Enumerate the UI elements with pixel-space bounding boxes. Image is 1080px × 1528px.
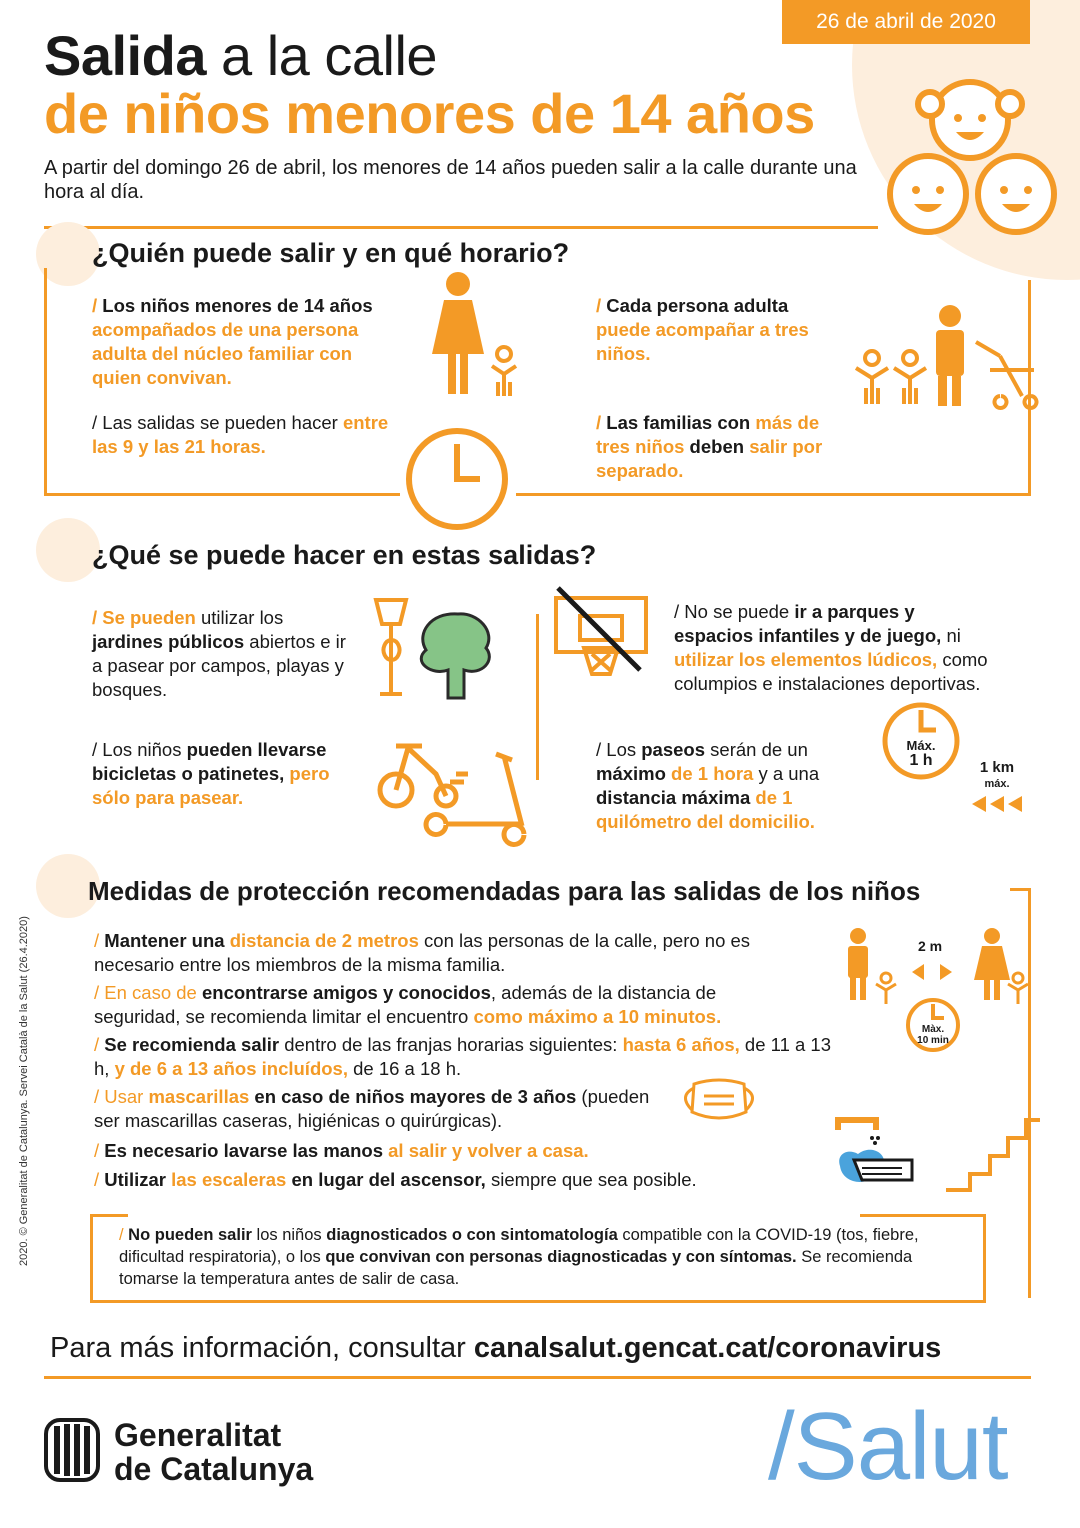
measure-stairs: / Utilizar las escaleras en lugar del ascensor, siempre que sea posible.	[94, 1169, 697, 1190]
frame-bottom-left	[44, 493, 400, 496]
measure-masks: / Usar mascarillas en caso de niños mayores de 3 años (pueden ser mascarillas caseras, higiénicas o quirúrgicas).	[94, 1086, 650, 1131]
info-link[interactable]: canalsalut.gencat.cat/coronavirus	[473, 1332, 942, 1364]
measure-hands: / Es necesario lavarse las manos al salir y volver a casa.	[94, 1140, 589, 1161]
no-basketball-icon	[550, 586, 654, 682]
page-title-line2: de niños menores de 14 años	[44, 82, 815, 145]
frame-left	[44, 268, 47, 496]
hand-washing-icon	[832, 1110, 918, 1190]
clock-label: Máx. 1 h	[906, 738, 936, 769]
adult-three-children-icon	[850, 300, 1050, 410]
warning-text: / No pueden salir los niños diagnosticados o con sintomatología compatible con la COVID-19 (tos, fiebre, dificultad respiratoria), o los que convivan con personas diagnosticadas y con síntomas. Se recomienda tomarse la temperatura antes de salir de casa.	[119, 1226, 919, 1288]
warning-box	[90, 1214, 986, 1303]
section2-item3: / No se puede ir a parques y espacios infantiles y de juego, ni utilizar los elementos lúdicos, como columpios e instalaciones deportivas.	[674, 601, 988, 694]
divider	[44, 226, 878, 229]
section2-item2: / Los niños pueden llevarse bicicletas o patinetes, pero sólo para pasear.	[92, 739, 330, 808]
divider	[44, 1376, 1031, 1379]
generalitat-logo-icon	[44, 1418, 100, 1482]
intro-text: A partir del domingo 26 de abril, los menores de 14 años pueden salir a la calle durante una hora al día.	[44, 157, 857, 203]
adult-child-icon	[426, 270, 526, 400]
warning-top-right	[860, 1214, 986, 1217]
copyright: 2020. © Generalitat de Catalunya. Servei Català de la Salut (26.4.2020)	[18, 916, 30, 1266]
stairs-icon	[942, 1116, 1042, 1194]
section1-item4: / Las familias con más de tres niños deben salir por separado.	[596, 412, 823, 481]
frame-bottom-right	[516, 493, 1031, 496]
clock10-label: Màx. 10 min	[917, 1024, 949, 1046]
measure-schedule: / Se recomienda salir dentro de las franjas horarias siguientes: hasta 6 años, de 11 a 13 h, y de 6 a 13 años incluídos, de 16 a 18 h.	[94, 1034, 832, 1079]
clock-icon	[402, 424, 512, 534]
date-badge: 26 de abril de 2020	[782, 0, 1030, 44]
bike-scooter-icon	[376, 734, 546, 854]
section1-item2: / Las salidas se pueden hacer entre las 9 y las 21 horas.	[92, 412, 389, 457]
section1-item3: / Cada persona adulta puede acompañar a tres niños.	[596, 295, 809, 364]
salut-logo: /Salut	[768, 1393, 1008, 1500]
generalitat-name: Generalitat de Catalunya	[114, 1417, 314, 1487]
section3-heading: Medidas de protección recomendadas para las salidas de los niños	[88, 876, 921, 906]
measure-friends: / En caso de encontrarse amigos y conocidos, además de la distancia de seguridad, se recomienda limitar el encuentro como máximo a 10 minutos.	[94, 982, 722, 1027]
section2-heading: ¿Qué se puede hacer en estas salidas?	[92, 540, 597, 570]
section2-item4: / Los paseos serán de un máximo de 1 hora y a una distancia máxima de 1 quilómetro del domicilio.	[596, 739, 820, 832]
section1-item1: / Los niños menores de 14 años acompañados de una persona adulta del núcleo familiar con quien convivan.	[92, 295, 373, 388]
arrows-icon	[972, 794, 1024, 814]
section1-heading: ¿Quién puede salir y en qué horario?	[92, 238, 570, 268]
more-info: Para más información, consultar canalsalut.gencat.cat/coronavirus	[50, 1332, 942, 1364]
section-dot	[36, 518, 100, 582]
km-label: 1 km máx.	[979, 759, 1015, 790]
distance-label: 2 m	[917, 938, 943, 954]
children-faces-icon	[878, 72, 1068, 242]
page-title-line1: Salida a la calle	[44, 24, 438, 87]
section2-item1: / Se pueden utilizar los jardines públicos abiertos e ir a pasear por campos, playas y bosques.	[92, 607, 346, 700]
measure-distance: / Mantener una distancia de 2 metros con las personas de la calle, pero no es necesario entre los miembros de la misma familia.	[94, 930, 751, 975]
warning-top-left	[90, 1214, 128, 1217]
park-tree-lamp-icon	[368, 594, 498, 704]
mask-icon	[674, 1076, 764, 1122]
